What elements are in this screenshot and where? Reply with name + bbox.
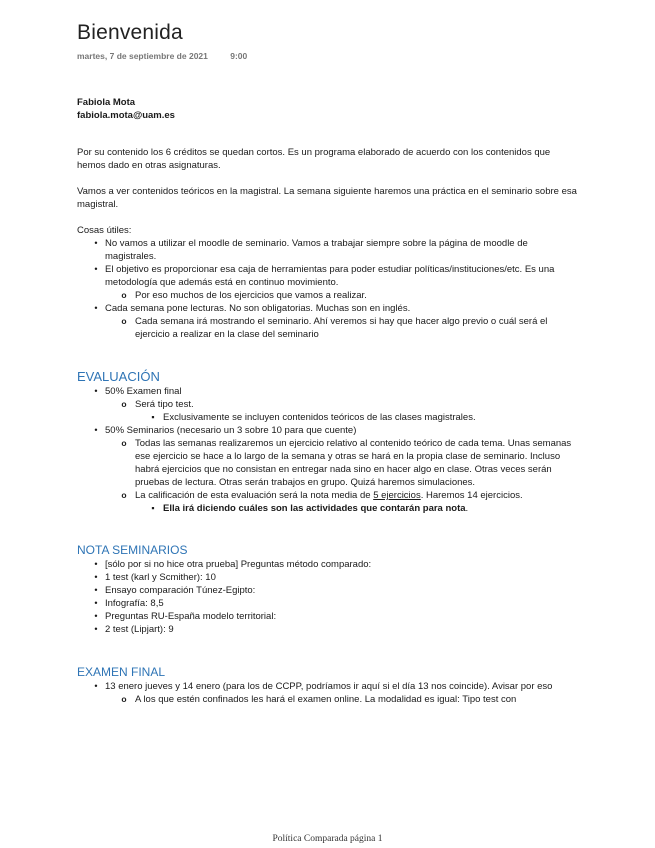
- heading-examen-final: EXAMEN FINAL: [77, 665, 166, 679]
- list-item: • 2 test (Lipjart): 9: [77, 623, 577, 636]
- bullet-icon: [91, 680, 101, 693]
- page-footer: Política Comparada página 1: [272, 834, 383, 844]
- bullet-icon: [91, 610, 101, 623]
- bullet-circle-icon: [119, 315, 129, 328]
- list-item: o A los que estén confinados les hará el examen online. La modalidad es igual: Tipo test con: [77, 693, 577, 706]
- intro-paragraph-1: Por su contenido los 6 créditos se quedan cortos. Es un programa elaborado de acuerdo con los contenidos que hemos dado en otras asignaturas.: [77, 147, 551, 171]
- list-item: o Todas las semanas realizaremos un ejercicio relativo al contenido teórico de cada tema. Unas semanas ese ejercicio se hace a lo largo de la semana y otras se hará en la propia clase de seminario. Incluso habrá ejercicios que no consistan en entregar nada sino en hacer algo en clase. Otras veces serán pruebas de lectura. Otras serán trabajos en grupo. Quizá haremos simulaciones.: [77, 437, 577, 489]
- bullet-icon: [91, 424, 101, 437]
- nota-list: [77, 558, 577, 636]
- bullet-circle-icon: [119, 693, 129, 706]
- list-item: • El objetivo es proporcionar esa caja de herramientas para poder estudiar políticas/instituciones/etc. Es una metodología que además está en continuo movimiento.: [77, 263, 577, 289]
- bullet-icon: [91, 385, 101, 398]
- time-text: 9:00: [230, 51, 248, 61]
- author-name: Fabiola Mota: [77, 97, 136, 108]
- bullet-icon: [91, 623, 101, 636]
- bullet-icon: [91, 263, 101, 276]
- page-date: [77, 51, 247, 61]
- page-title: Bienvenida: [77, 21, 183, 44]
- bullet-icon: [91, 571, 101, 584]
- bullet-icon: [91, 237, 101, 250]
- bullet-icon: [91, 302, 101, 315]
- examen-list: [77, 680, 577, 706]
- heading-nota-seminarios: NOTA SEMINARIOS: [77, 543, 188, 557]
- date-text: martes, 7 de septiembre de 2021: [77, 51, 208, 61]
- list-item: ▪ Ella irá diciendo cuáles son las actividades que contarán para nota.: [77, 502, 577, 515]
- intro-paragraph-2: Vamos a ver contenidos teóricos en la magistral. La semana siguiente haremos una práctica en el seminario sobre esa magistral.: [77, 186, 577, 210]
- bullet-circle-icon: [119, 489, 129, 502]
- list-item: • 13 enero jueves y 14 enero (para los de CCPP, podríamos ir aquí si el día 13 nos coincide). Avisar por eso: [77, 680, 577, 693]
- page-content: [77, 96, 577, 706]
- cosas-list: [77, 237, 577, 341]
- list-item: o La calificación de esta evaluación será la nota media de 5 ejercicios. Haremos 14 ejercicios.: [77, 489, 577, 502]
- list-item: • Cada semana pone lecturas. No son obligatorias. Muchas son en inglés.: [77, 302, 577, 315]
- list-item: • Preguntas RU-España modelo territorial:: [77, 610, 577, 623]
- heading-evaluacion: EVALUACIÓN: [77, 369, 160, 384]
- list-item: • No vamos a utilizar el moodle de seminario. Vamos a trabajar siempre sobre la página de moodle de magistrales.: [77, 237, 577, 263]
- list-item: o Cada semana irá mostrando el seminario. Ahí veremos si hay que hacer algo previo o cuál será el ejercicio a realizar en la clase del seminario: [77, 315, 577, 341]
- list-item: • 1 test (karl y Scmither): 10: [77, 571, 577, 584]
- underlined-text: 5 ejercicios: [373, 490, 421, 501]
- list-item: • Infografía: 8,5: [77, 597, 577, 610]
- list-item: • 50% Seminarios (necesario un 3 sobre 10 para que cuente): [77, 424, 577, 437]
- list-item: o Por eso muchos de los ejercicios que vamos a realizar.: [77, 289, 577, 302]
- list-item: o Será tipo test.: [77, 398, 577, 411]
- bullet-icon: [91, 584, 101, 597]
- author-email: fabiola.mota@uam.es: [77, 110, 175, 121]
- list-item: ▪ Exclusivamente se incluyen contenidos teóricos de las clases magistrales.: [77, 411, 577, 424]
- bullet-icon: [91, 558, 101, 571]
- bullet-square-icon: [148, 502, 158, 515]
- cosas-label: Cosas útiles:: [77, 225, 132, 236]
- bullet-icon: [91, 597, 101, 610]
- bullet-circle-icon: [119, 437, 129, 450]
- list-item: • Ensayo comparación Túnez-Egipto:: [77, 584, 577, 597]
- bullet-circle-icon: [119, 398, 129, 411]
- bullet-circle-icon: [119, 289, 129, 302]
- list-item: • 50% Examen final: [77, 385, 577, 398]
- evaluacion-list: [77, 385, 577, 515]
- list-item: • [sólo por si no hice otra prueba] Preguntas método comparado:: [77, 558, 577, 571]
- bullet-square-icon: [148, 411, 158, 424]
